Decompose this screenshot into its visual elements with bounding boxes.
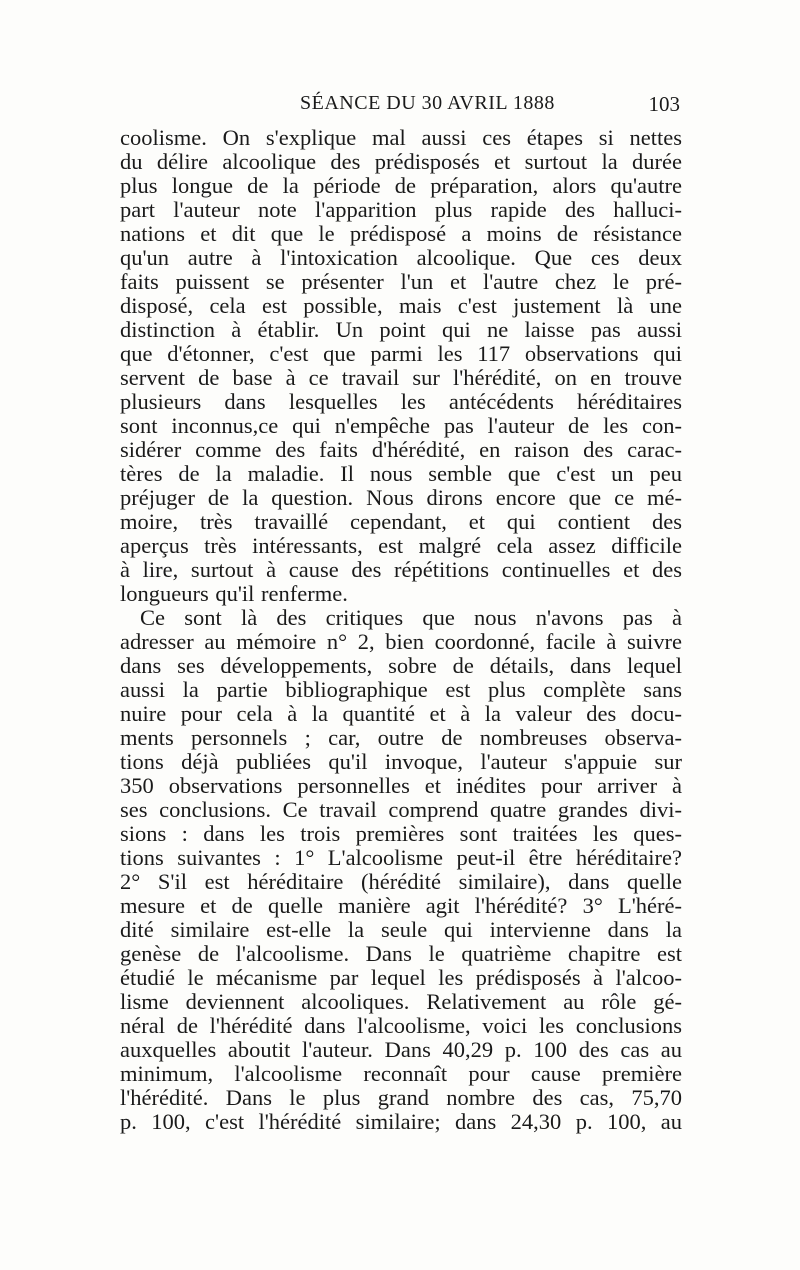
text-line: ments personnels ; car, outre de nombreuses observa- [120,725,682,750]
text-line: néral de l'hérédité dans l'alcoolisme, voici les conclusions [120,1013,682,1038]
page-number: 103 [648,92,680,116]
text-line: coolisme. On s'explique mal aussi ces étapes si nettes [120,125,682,150]
text-line: dans ses développements, sobre de détails, dans lequel [120,653,682,678]
text-line: plus longue de la période de préparation, alors qu'autre [120,173,682,198]
text-line: dité similaire est-elle la seule qui intervienne dans la [120,917,682,942]
text-line: tions déjà publiées qu'il invoque, l'auteur s'appuie sur [120,749,682,774]
text-line: lisme deviennent alcooliques. Relativement au rôle gé- [120,989,682,1014]
text-line: aperçus très intéressants, est malgré cela assez difficile [120,533,682,558]
page-header [120,92,680,120]
text-line: 350 observations personnelles et inédites pour arriver à [120,773,682,798]
text-line: aussi la partie bibliographique est plus complète sans [120,677,682,702]
text-line: étudié le mécanisme par lequel les prédisposés à l'alcoo- [120,965,682,990]
running-head: SÉANCE DU 30 AVRIL 1888 [300,92,555,114]
text-line: plusieurs dans lesquelles les antécédents héréditaires [120,389,682,414]
text-line: préjuger de la question. Nous dirons encore que ce mé- [120,485,682,510]
text-line: servent de base à ce travail sur l'hérédité, on en trouve [120,365,682,390]
paragraph-last-line: longueurs qu'il renferme. [120,581,348,606]
body-text [120,126,682,1134]
text-line: ses conclusions. Ce travail comprend quatre grandes divi- [120,797,682,822]
text-line: tions suivantes : 1° L'alcoolisme peut-il être héréditaire? [120,845,682,870]
text-line: auxquelles aboutit l'auteur. Dans 40,29 p. 100 des cas au [120,1037,682,1062]
text-line: que d'étonner, c'est que parmi les 117 observations qui [120,341,682,366]
text-line: sidérer comme des faits d'hérédité, en raison des carac- [120,437,682,462]
text-line: sont inconnus,ce qui n'empêche pas l'auteur de les con- [120,413,682,438]
text-line: disposé, cela est possible, mais c'est justement là une [120,293,682,318]
text-line: moire, très travaillé cependant, et qui contient des [120,509,682,534]
text-line: l'hérédité. Dans le plus grand nombre des cas, 75,70 [120,1085,682,1110]
text-line: part l'auteur note l'apparition plus rapide des halluci- [120,197,682,222]
text-line: sions : dans les trois premières sont traitées les ques- [120,821,682,846]
text-line: nations et dit que le prédisposé a moins de résistance [120,221,682,246]
text-line: qu'un autre à l'intoxication alcoolique. Que ces deux [120,245,682,270]
text-line: minimum, l'alcoolisme reconnaît pour cause première [120,1061,682,1086]
text-line: genèse de l'alcoolisme. Dans le quatrième chapitre est [120,941,682,966]
text-line: adresser au mémoire n° 2, bien coordonné, facile à suivre [120,629,682,654]
text-line: mesure et de quelle manière agit l'hérédité? 3° L'héré- [120,893,682,918]
text-line: p. 100, c'est l'hérédité similaire; dans 24,30 p. 100, au [120,1109,682,1134]
text-line: distinction à établir. Un point qui ne laisse pas aussi [120,317,682,342]
text-line: du délire alcoolique des prédisposés et surtout la durée [120,149,682,174]
text-line: à lire, surtout à cause des répétitions continuelles et des [120,557,682,582]
text-line: tères de la maladie. Il nous semble que c'est un peu [120,461,682,486]
text-line: nuire pour cela à la quantité et à la valeur des docu- [120,701,682,726]
text-line: faits puissent se présenter l'un et l'autre chez le pré- [120,269,682,294]
text-line: 2° S'il est héréditaire (hérédité similaire), dans quelle [120,869,682,894]
paragraph-first-line: Ce sont là des critiques que nous n'avons pas à [140,605,682,630]
